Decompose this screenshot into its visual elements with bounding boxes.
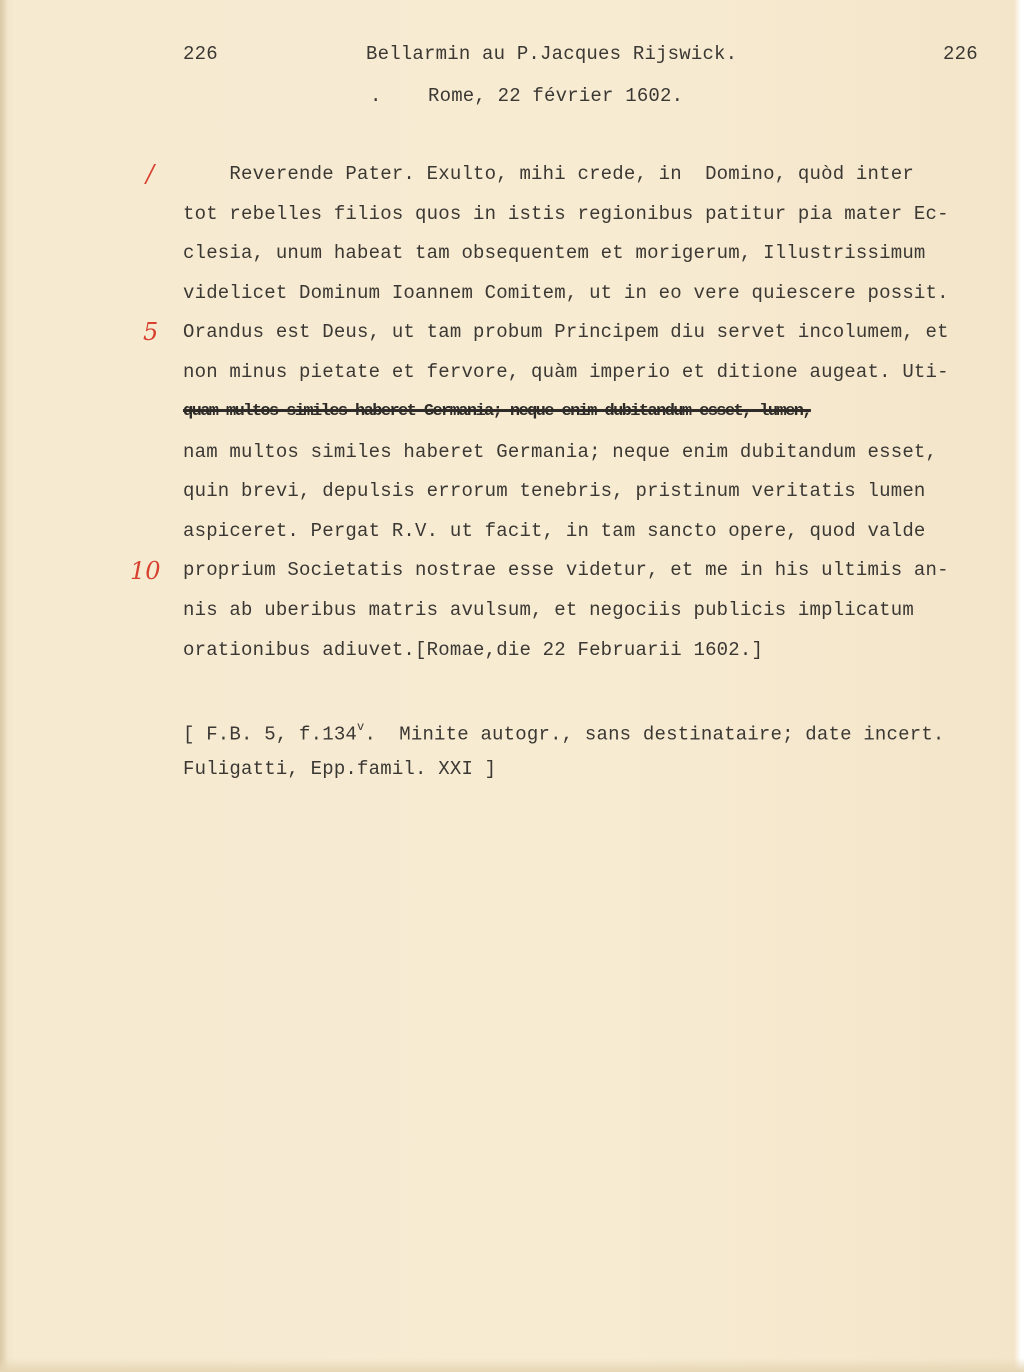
source-reference-line-2: Fuligatti, Epp.famil. XXI ] (183, 758, 497, 780)
letter-line: aspiceret. Pergat R.V. ut facit, in tam sancto opere, quod valde (183, 520, 926, 542)
running-header-title: Bellarmin au P.Jacques Rijswick. (366, 43, 738, 65)
page-number-left: 226 (183, 43, 218, 65)
margin-line-number-10: 10 (130, 557, 161, 585)
source-reference-suffix: . Minite autogr., sans destinataire; date incert. (364, 723, 945, 746)
dateline: Rome, 22 février 1602. (428, 85, 684, 107)
margin-line-number-1: / (146, 160, 155, 188)
source-reference-superscript: v (357, 720, 365, 734)
letter-line: clesia, unum habeat tam obsequentem et morigerum, Illustrissimum (183, 242, 926, 264)
letter-line: Orandus est Deus, ut tam probum Principem diu servet incolumem, et (183, 321, 949, 343)
margin-line-number-5: 5 (143, 318, 159, 346)
bottom-paper-edge (0, 1358, 1024, 1372)
letter-line: tot rebelles filios quos in istis regionibus patitur pia mater Ec- (183, 203, 949, 225)
source-reference-prefix: [ F.B. 5, f.134 (183, 723, 358, 746)
letter-line: orationibus adiuvet.[Romae,die 22 Februarii 1602.] (183, 639, 764, 661)
page-number-right: 226 (943, 43, 978, 65)
letter-line: nis ab uberibus matris avulsum, et negociis publicis implicatum (183, 599, 914, 621)
struck-out-line: quam multos similes haberet Germania; neque enim dubitandum esset, lumen, (183, 402, 811, 421)
letter-line: nam multos similes haberet Germania; neque enim dubitandum esset, (183, 441, 938, 463)
source-reference (183, 717, 945, 746)
letter-line: videlicet Dominum Ioannem Comitem, ut in eo vere quiescere possit. (183, 282, 949, 304)
right-paper-edge (1014, 0, 1024, 1372)
header-dot: . (370, 85, 382, 107)
letter-line: proprium Societatis nostrae esse videtur, et me in his ultimis an- (183, 559, 949, 581)
letter-line: Reverende Pater. Exulto, mihi crede, in Domino, quòd inter (183, 163, 914, 185)
letter-line: non minus pietate et fervore, quàm imperio et ditione augeat. Uti- (183, 361, 949, 383)
letter-line: quin brevi, depulsis errorum tenebris, pristinum veritatis lumen (183, 480, 926, 502)
left-paper-edge (0, 0, 8, 1372)
